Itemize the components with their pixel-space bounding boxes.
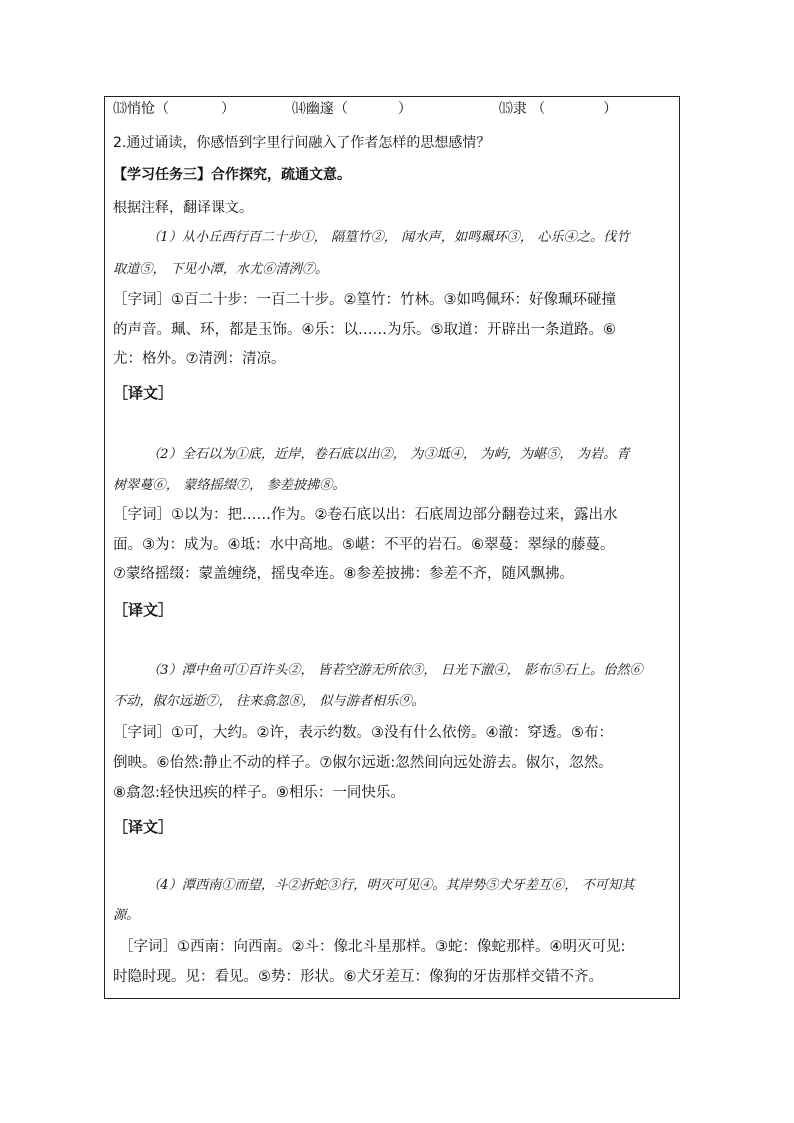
passage-3-line-2: 不动，俶尔远逝⑦， 往来翕忽⑧， 似与游者相乐⑨。 <box>113 694 425 709</box>
passage-4-line-2: 源。 <box>113 908 140 923</box>
vocab-blanks-row <box>113 100 617 118</box>
instruction-text: 根据注释，翻译课文。 <box>113 200 253 216</box>
translation-3-label: ［译文］ <box>113 818 174 836</box>
vocab-1-line-2: 的声音。珮、环，都是玉饰。④乐：以……为乐。⑤取道：开辟出一条道路。⑥ <box>113 322 616 338</box>
item-15-close: ） <box>603 101 618 117</box>
vocab-3-line-1: ［字词］①可，大约。②许，表示约数。③没有什么依傍。④澈：穿透。⑤布： <box>113 725 613 741</box>
item-13-label: ⒀悄怆（ <box>113 101 169 117</box>
translation-2-label: ［译文］ <box>113 601 174 619</box>
vocab-2-line-1: ［字词］①以为：把……作为。②卷石底以出：石底周边部分翻卷过来，露出水 <box>113 507 618 523</box>
passage-1-line-1: （1）从小丘西行百二十步①， 隔篁竹②， 闻水声，如鸣珮环③， 心乐④之。伐竹 <box>147 230 630 245</box>
vocab-3-line-3: ⑧翕忽:轻快迅疾的样子。⑨相乐：一同快乐。 <box>113 785 405 801</box>
vocab-4-line-2: 时隐时现。见：看见。⑤势：形状。⑥犬牙差互：像狗的牙齿那样交错不齐。 <box>113 969 603 985</box>
vocab-1-line-3: 尤：格外。⑦清洌：清凉。 <box>113 351 286 367</box>
vocab-4-line-1: ［字词］①西南：向西南。②斗：像北斗星那样。③蛇：像蛇那样。④明灭可见: <box>119 939 626 955</box>
item-13-close: ） <box>221 101 235 117</box>
task-3-heading: 【学习任务三】合作探究，疏通文意。 <box>113 167 351 183</box>
vocab-1-line-1: ［字词］①百二十步：一百二十步。②篁竹：竹林。③如鸣佩环：好像珮环碰撞 <box>113 292 616 308</box>
passage-1-line-2: 取道⑤， 下见小潭，水尤⑥清洌⑦。 <box>113 262 329 277</box>
vocab-2-line-3: ⑦蒙络摇缀：蒙盖缠绕，摇曳牵连。⑧参差披拂：参差不齐，随风飘拂。 <box>113 566 574 582</box>
item-15-label: ⒂隶 （ <box>498 101 546 117</box>
passage-4-line-1: （4）潭西南①而望，斗②折蛇③行，明灭可见④。其岸势⑤犬牙差互⑥， 不可知其 <box>147 878 635 893</box>
item-14-close: ） <box>397 101 412 117</box>
translation-1-label: ［译文］ <box>113 384 174 402</box>
vocab-2-line-2: 面。③为：成为。④坻：水中高地。⑤嵁：不平的岩石。⑥翠蔓：翠绿的藤蔓。 <box>113 537 615 553</box>
item-14-label: ⒁幽邃（ <box>291 101 348 117</box>
passage-2-line-2: 树翠蔓⑥， 蒙络摇缀⑦， 参差披拂⑧。 <box>113 478 346 493</box>
vocab-3-line-2: 倒映。⑥佁然:静止不动的样子。⑦俶尔远逝:忽然间向远处游去。俶尔，忽然。 <box>113 755 613 771</box>
question-2: 2.通过诵读，你感悟到字里行间融入了作者怎样的思想感情？ <box>113 135 491 151</box>
passage-2-line-1: （2）全石以为①底，近岸，卷石底以出②， 为③坻④， 为屿，为嵁⑤， 为岩。青 <box>147 447 630 462</box>
passage-3-line-1: （3）潭中鱼可①百许头②， 皆若空游无所依③， 日光下澈④， 影布⑤石上。佁然⑥ <box>147 663 643 678</box>
